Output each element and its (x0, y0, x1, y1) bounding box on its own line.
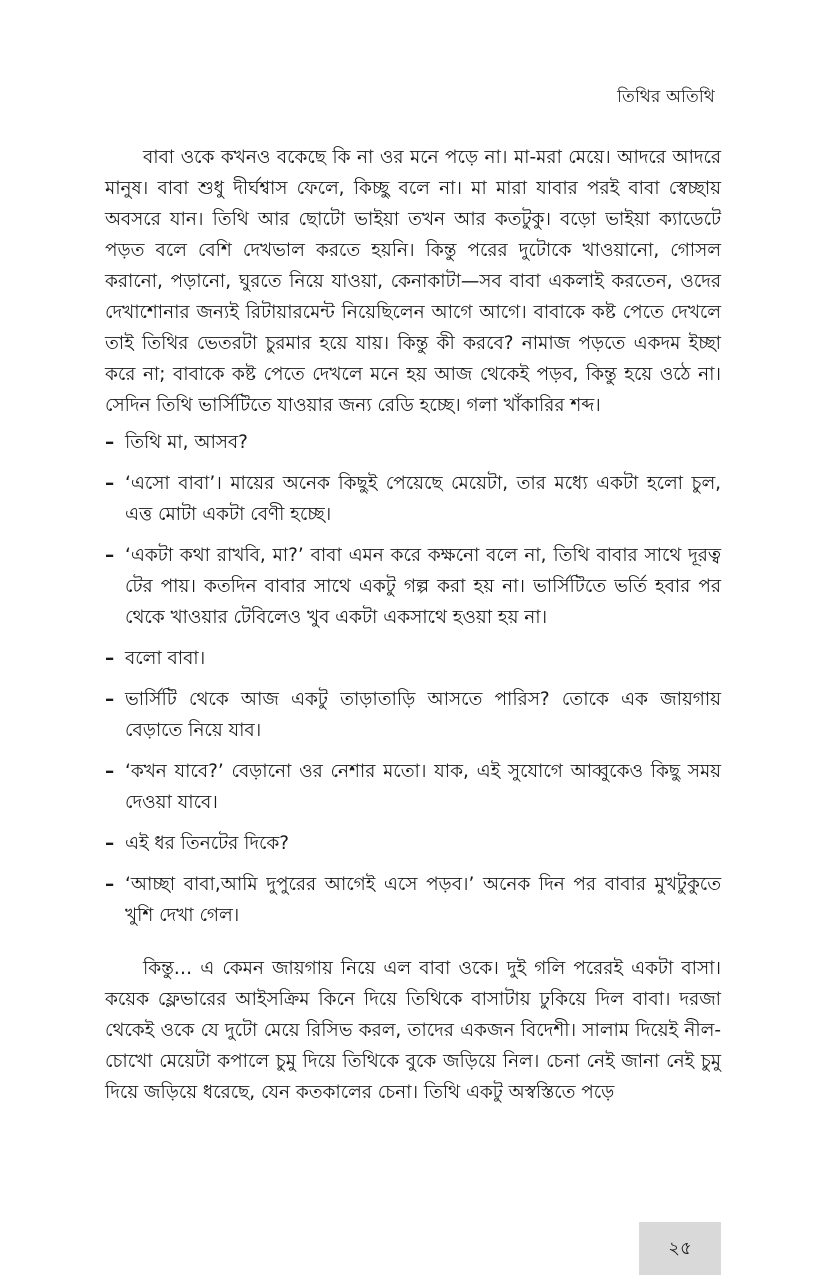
dialogue-text: ‘এসো বাবা’। মায়ের অনেক কিছুই পেয়েছে মেয়েটা, তার মধ্যে একটা হলো চুল, এত্ত মোটা একটা বেণী হচ্ছে। (125, 473, 721, 525)
dialogue-text: এই ধর তিনটের দিকে? (125, 833, 290, 854)
dialogue-line (105, 828, 721, 859)
body-text (105, 142, 721, 1108)
dialogue-text: ‘আচ্ছা বাবা,আমি দুপুরের আগেই এসে পড়ব।’ অনেক দিন পর বাবার মুখটুকুতে খুশি দেখা গেল। (125, 874, 721, 926)
dialogue-line (105, 869, 721, 931)
dialogue-text: বলো বাবা। (125, 648, 206, 669)
opening-paragraph: বাবা ওকে কখনও বকেছে কি না ওর মনে পড়ে না। মা-মরা মেয়ে। আদরে আদরে মানুষ। বাবা শুধু দীর্ঘশ্বাস ফেলে, কিচ্ছু বলে না। মা মারা যাবার পরই বাবা স্বেচ্ছায় অবসরে যান। তিথি আর ছোটো ভাইয়া তখন আর কতটুকু। বড়ো ভাইয়া ক্যাডেটে পড়ত বলে বেশি দেখভাল করতে হয়নি। কিন্তু পরের দুটোকে খাওয়ানো, গোসল করানো, পড়ানো, ঘুরতে নিয়ে যাওয়া, কেনাকাটা—সব বাবা একলাই করতেন, ওদের দেখাশোনার জন্যই রিটায়ারমেন্ট নিয়েছিলেন আগে আগে। বাবাকে কষ্ট পেতে দেখলে তাই তিথির ভেতরটা চুরমার হয়ে যায়। কিন্তু কী করবে? নামাজ পড়তে একদম ইচ্ছা করে না; বাবাকে কষ্ট পেতে দেখলে মনে হয় আজ থেকেই পড়ব, কিন্তু হয়ে ওঠে না। সেদিন তিথি ভার্সিটিতে যাওয়ার জন্য রেডি হচ্ছে। গলা খাঁকারির শব্দ। (105, 147, 721, 416)
dialogue-line (105, 427, 721, 458)
dialogue-line (105, 684, 721, 746)
dialogue-dash: – (105, 833, 115, 854)
closing-paragraph: কিন্তু… এ কেমন জায়গায় নিয়ে এল বাবা ওকে। দুই গলি পরেরই একটা বাসা। কয়েক ফ্লেভারের আইসক্রিম কিনে দিয়ে তিথিকে বাসাটায় ঢুকিয়ে দিল বাবা। দরজা থেকেই ওকে যে দুটো মেয়ে রিসিভ করল, তাদের একজন বিদেশী। সালাম দিয়েই নীল-চোখো মেয়েটা কপালে চুমু দিয়ে তিথিকে বুকে জড়িয়ে নিল। চেনা নেই জানা নেই চুমু দিয়ে জড়িয়ে ধরেছে, যেন কতকালের চেনা। তিথি একটু অস্বস্তিতে পড়ে (105, 958, 721, 1103)
dialogue-dash: – (105, 545, 115, 566)
dialogue-dash: – (105, 432, 115, 453)
dialogue-text: ‘একটা কথা রাখবি, মা?’ বাবা এমন করে কক্ষনো বলে না, তিথি বাবার সাথে দূরত্ব টের পায়। কতদিন বাবার সাথে একটু গল্প করা হয় না। ভার্সিটিতে ভর্তি হবার পর থেকে খাওয়ার টেবিলেও খুব একটা একসাথে হওয়া হয় না। (125, 545, 721, 628)
dialogue-dash: – (105, 473, 115, 494)
dialogue-dash: – (105, 761, 115, 782)
dialogue-text: ‘কখন যাবে?’ বেড়ানো ওর নেশার মতো। যাক, এই সুযোগে আব্বুকেও কিছু সময় দেওয়া যাবে। (125, 761, 721, 813)
dialogue-dash: – (105, 689, 115, 710)
dialogue-list (105, 427, 721, 931)
dialogue-dash: – (105, 874, 115, 895)
dialogue-line (105, 540, 721, 633)
dialogue-line (105, 468, 721, 530)
page-number-box (639, 1222, 721, 1275)
dialogue-line (105, 756, 721, 818)
running-header: তিথির অতিথি (617, 87, 715, 107)
dialogue-line (105, 643, 721, 674)
page-number: ২৫ (668, 1238, 692, 1259)
dialogue-dash: – (105, 648, 115, 669)
dialogue-text: তিথি মা, আসব? (125, 432, 248, 453)
dialogue-text: ভার্সিটি থেকে আজ একটু তাড়াতাড়ি আসতে পারিস? তোকে এক জায়গায় বেড়াতে নিয়ে যাব। (125, 689, 721, 741)
